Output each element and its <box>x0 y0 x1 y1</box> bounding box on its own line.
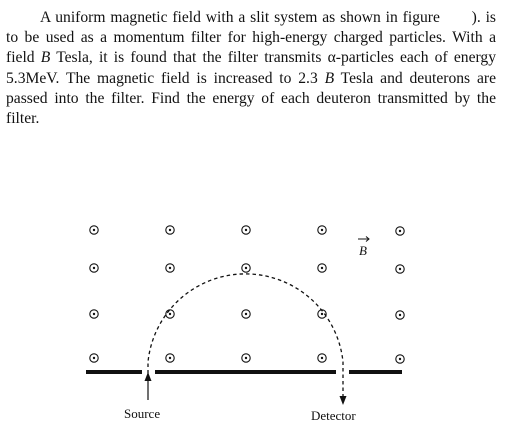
field-label: B <box>359 243 367 258</box>
field-dot-icon <box>90 354 98 362</box>
particle-trajectory <box>148 274 343 396</box>
field-dot-icon <box>396 227 404 235</box>
detector-arrow-icon <box>340 396 347 405</box>
field-dot-icon <box>242 264 250 272</box>
problem-text-part4: Tesla and deuterons are passed into the filter. Find the energy of each deuteron transmitted by the filter. <box>6 69 496 128</box>
field-dot-icon <box>166 310 174 318</box>
field-dot-icon <box>90 264 98 272</box>
vector-arrow-icon <box>358 237 369 242</box>
problem-text-part1: A uniform magnetic field with a slit system as shown in figure <box>40 9 440 26</box>
field-dot-icon <box>166 354 174 362</box>
source-arrow-icon <box>145 372 152 381</box>
problem-text-part3: Tesla, it is found that the filter transmits α-particles each of energy 5.3MeV. The magnetic field is increased to 2.3 <box>6 49 496 87</box>
field-dot-icon <box>318 310 326 318</box>
field-symbol-b2: B <box>324 69 335 87</box>
detector-label: Detector <box>311 408 356 423</box>
field-symbol-b1: B <box>40 49 51 67</box>
problem-text-part2: ). is to be used as a momentum filter for high-energy charged particles. With a field <box>6 9 496 67</box>
field-dot-icon <box>166 264 174 272</box>
problem-text <box>6 8 496 129</box>
field-dot-icon <box>242 226 250 234</box>
field-dot-icon <box>90 310 98 318</box>
field-dot-icon <box>396 355 404 363</box>
field-dot-icon <box>166 226 174 234</box>
field-dot-icon <box>396 311 404 319</box>
field-dot-icon <box>90 226 98 234</box>
field-dot-icon <box>242 354 250 362</box>
source-label: Source <box>124 406 161 421</box>
field-dot-icon <box>318 226 326 234</box>
field-dot-icon <box>396 265 404 273</box>
field-dots <box>90 226 404 363</box>
field-dot-icon <box>318 264 326 272</box>
field-dot-icon <box>242 310 250 318</box>
field-dot-icon <box>318 354 326 362</box>
